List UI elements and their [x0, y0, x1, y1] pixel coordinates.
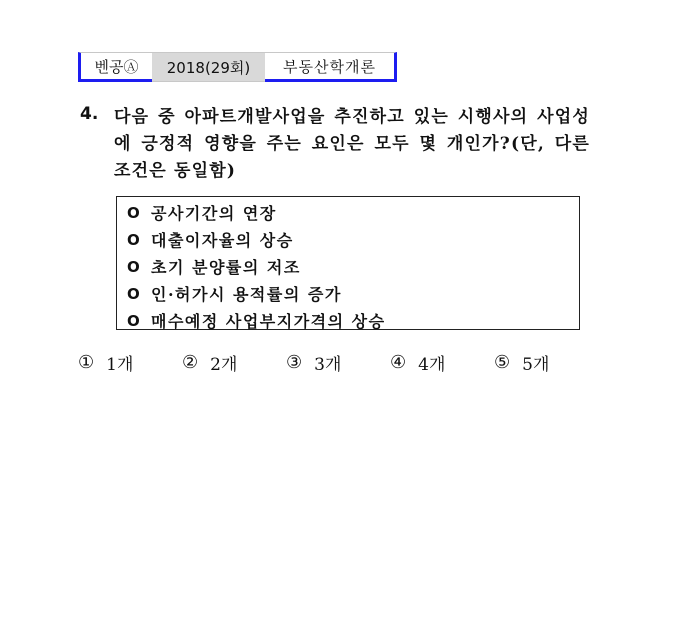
choice-number-icon: ② [182, 352, 199, 373]
question-text: 다음 중 아파트개발사업을 추진하고 있는 시행사의 사업성에 긍정적 영향을 주는 요인은 모두 몇 개인가?(단, 다른 조건은 동일함) [114, 107, 590, 181]
choice-label: 3개 [314, 355, 342, 375]
statement-text: 초기 분양률의 저조 [151, 258, 301, 277]
choice-number-icon: ④ [390, 352, 407, 373]
choice-number-icon: ③ [286, 352, 303, 373]
statement-text: 대출이자율의 상승 [151, 231, 294, 250]
statement-box [116, 196, 580, 330]
answer-choice-4[interactable] [390, 350, 494, 375]
choice-label: 4개 [418, 355, 446, 375]
answer-choice-5[interactable] [494, 350, 598, 375]
question-block [80, 104, 590, 185]
circle-bullet-icon: O [127, 230, 142, 249]
choice-number-icon: ⑤ [494, 352, 511, 373]
exam-header [78, 52, 397, 82]
answer-choices [78, 350, 598, 375]
question-number: 4. [80, 104, 99, 124]
circle-bullet-icon: O [127, 311, 142, 330]
statement-item [127, 307, 579, 334]
answer-choice-2[interactable] [182, 350, 286, 375]
statement-item [127, 226, 579, 253]
exam-tag: 벤공Ⓐ [78, 52, 152, 82]
statement-text: 인·허가시 용적률의 증가 [151, 285, 342, 304]
statement-text: 매수예정 사업부지가격의 상승 [151, 312, 386, 331]
circle-bullet-icon: O [127, 284, 142, 303]
choice-label: 5개 [522, 355, 550, 375]
circle-bullet-icon: O [127, 203, 142, 222]
exam-subject: 부동산학개론 [265, 52, 397, 82]
choice-label: 2개 [210, 355, 238, 375]
statement-item [127, 280, 579, 307]
statement-item [127, 199, 579, 226]
answer-choice-3[interactable] [286, 350, 390, 375]
answer-choice-1[interactable] [78, 350, 182, 375]
statement-item [127, 253, 579, 280]
choice-number-icon: ① [78, 352, 95, 373]
exam-year: 2018(29회) [152, 52, 265, 82]
circle-bullet-icon: O [127, 257, 142, 276]
statement-text: 공사기간의 연장 [151, 204, 277, 223]
choice-label: 1개 [106, 355, 134, 375]
